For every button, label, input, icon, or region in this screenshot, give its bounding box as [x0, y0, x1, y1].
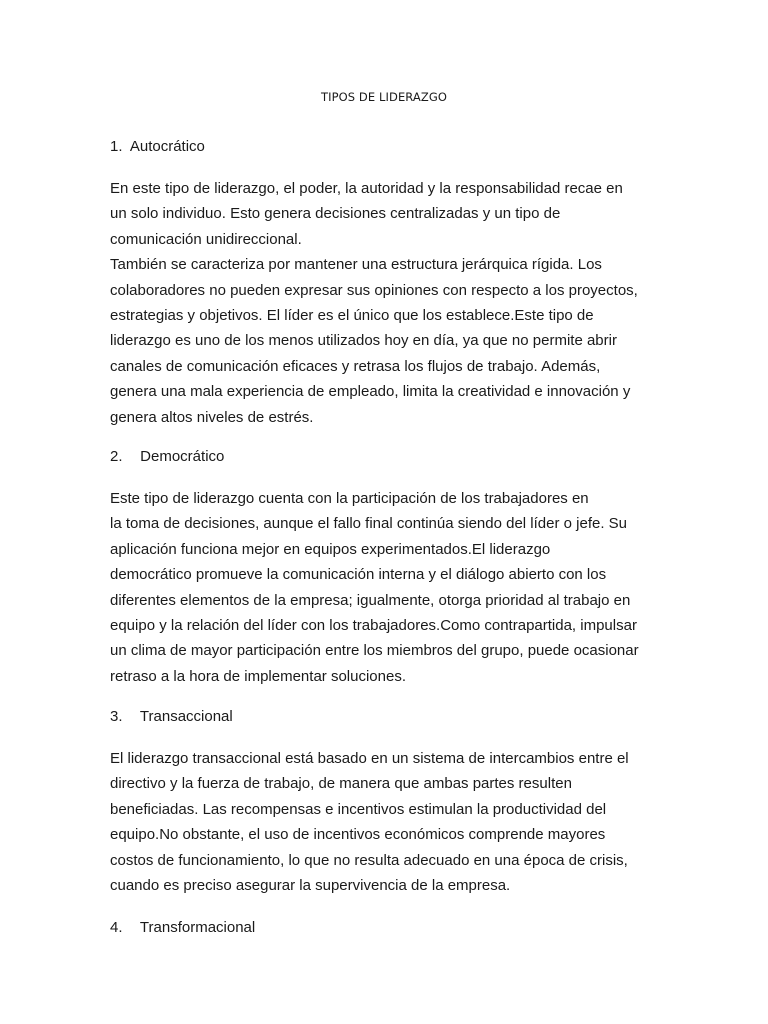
- paragraph-line: El liderazgo transaccional está basado en un sistema de intercambios entre el: [110, 750, 629, 767]
- paragraph-line: comunicación unidireccional.: [110, 230, 302, 248]
- section-title: Democrático: [140, 448, 225, 465]
- paragraph-line: directivo y la fuerza de trabajo, de manera que ambas partes resulten: [110, 775, 572, 793]
- paragraph-line: costos de funcionamiento, lo que no resulta adecuado en una época de crisis,: [110, 851, 628, 869]
- paragraph-line: Este tipo de liderazgo cuenta con la participación de los trabajadores en: [110, 490, 589, 507]
- section-heading-transformacional: [110, 918, 255, 938]
- section-number: 2.: [110, 448, 123, 465]
- section-number: 3.: [110, 708, 123, 725]
- paragraph-line: estrategias y objetivos. El líder es el único que los establece.Este tipo de: [110, 306, 594, 324]
- paragraph-line: democrático promueve la comunicación interna y el diálogo abierto con los: [110, 566, 607, 584]
- section-title: Transaccional: [139, 708, 233, 725]
- section-heading-democratico: [110, 447, 224, 467]
- paragraph-line: colaboradores no pueden expresar sus opiniones con respecto a los proyectos,: [110, 281, 638, 299]
- section-heading-autocratico: [110, 137, 205, 157]
- paragraph-line: diferentes elementos de la empresa; igualmente, otorga prioridad al trabajo en: [110, 591, 631, 609]
- paragraph-line: genera una mala experiencia de empleado, limita la creatividad e innovación y: [110, 383, 631, 401]
- paragraph-line: un solo individuo. Esto genera decisiones centralizadas y un tipo de: [110, 205, 561, 223]
- paragraph-line: cuando es preciso asegurar la supervivencia de la empresa.: [110, 876, 511, 894]
- section-title: Transformacional: [139, 919, 256, 936]
- section-paragraph-transaccional: [110, 746, 670, 898]
- paragraph-line: la toma de decisiones, aunque el fallo final continúa siendo del líder o jefe. Su: [110, 515, 628, 533]
- paragraph-line: canales de comunicación eficaces y retrasa los flujos de trabajo. Además,: [110, 357, 601, 375]
- section-paragraph-autocratico: [110, 176, 670, 430]
- document-title: TIPOS DE LIDERAZGO: [320, 90, 448, 104]
- paragraph-line: También se caracteriza por mantener una estructura jerárquica rígida. Los: [110, 256, 602, 274]
- paragraph-line: aplicación funciona mejor en equipos experimentados.El liderazgo: [110, 540, 551, 558]
- paragraph-line: beneficiadas. Las recompensas e incentivos estimulan la productividad del: [110, 800, 607, 818]
- section-number: 4.: [110, 919, 123, 936]
- paragraph-line: equipo.No obstante, el uso de incentivos económicos comprende mayores: [110, 826, 606, 844]
- section-title: Autocrático: [129, 138, 205, 155]
- paragraph-line: En este tipo de liderazgo, el poder, la autoridad y la responsabilidad recae en: [110, 180, 623, 197]
- paragraph-line: equipo y la relación del líder con los trabajadores.Como contrapartida, impulsar: [110, 616, 637, 634]
- section-heading-transaccional: [110, 707, 233, 727]
- section-number: 1.: [110, 138, 123, 155]
- paragraph-line: un clima de mayor participación entre los miembros del grupo, puede ocasionar: [110, 642, 639, 660]
- paragraph-line: genera altos niveles de estrés.: [110, 408, 314, 426]
- section-paragraph-democratico: [110, 486, 670, 689]
- paragraph-line: liderazgo es uno de los menos utilizados hoy en día, ya que no permite abrir: [110, 332, 617, 350]
- paragraph-line: retraso a la hora de implementar soluciones.: [110, 667, 406, 685]
